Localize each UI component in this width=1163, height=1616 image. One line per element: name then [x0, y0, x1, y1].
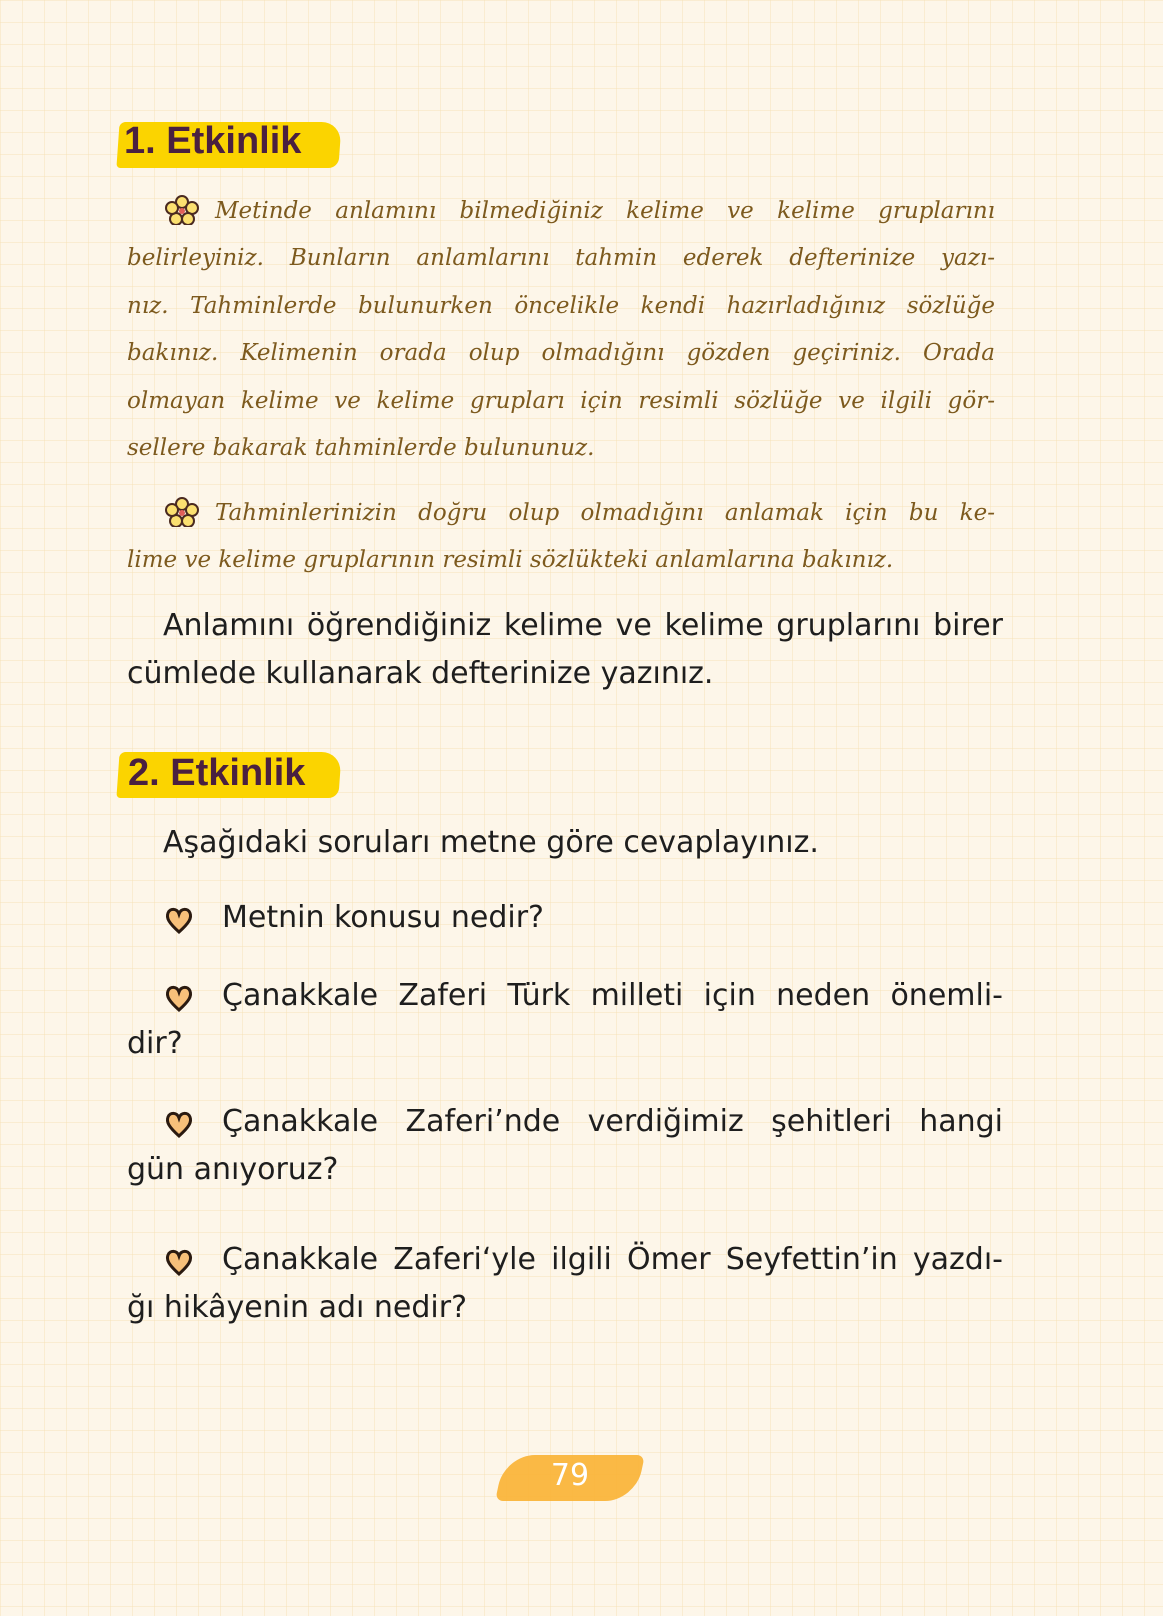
heart-icon	[163, 905, 195, 935]
question-3-cont: gün anıyoruz?	[127, 1152, 339, 1187]
question-1: Metnin konusu nedir?	[222, 900, 544, 935]
task-line: Anlamını öğrendiğiniz kelime ve kelime gruplarını birer	[163, 608, 1003, 643]
flower-icon	[165, 195, 199, 225]
instruction-line: sellere bakarak tahminlerde bulununuz.	[127, 435, 595, 461]
question-2: Çanakkale Zaferi Türk milleti için neden önemli-	[222, 978, 1003, 1013]
instruction-line: lime ve kelime gruplarının resimli sözlükteki anlamlarına bakınız.	[127, 547, 894, 573]
activity-2-intro: Aşağıdaki soruları metne göre cevaplayınız.	[163, 825, 819, 860]
instruction-line: Tahminlerinizin doğru olup olmadığını anlamak için bu ke-	[215, 500, 995, 526]
instruction-line: bakınız. Kelimenin orada olup olmadığını gözden geçiriniz. Orada	[127, 340, 995, 366]
task-line: cümlede kullanarak defterinize yazınız.	[127, 656, 714, 691]
instruction-line: olmayan kelime ve kelime grupları için resimli sözlüğe ve ilgili gör-	[127, 388, 995, 414]
instruction-line: Metinde anlamını bilmediğiniz kelime ve kelime gruplarını	[215, 198, 995, 224]
flower-icon	[165, 497, 199, 527]
heart-icon	[163, 1109, 195, 1139]
activity-1-title: 1. Etkinlik	[124, 120, 302, 162]
question-3: Çanakkale Zaferi’nde verdiğimiz şehitleri hangi	[222, 1104, 1003, 1139]
heart-icon	[163, 983, 195, 1013]
page-number: 79	[550, 1458, 590, 1493]
heart-icon	[163, 1247, 195, 1277]
activity-2-title: 2. Etkinlik	[128, 752, 306, 794]
instruction-line: belirleyiniz. Bunların anlamlarını tahmin ederek defterinize yazı-	[127, 245, 995, 271]
question-4-cont: ğı hikâyenin adı nedir?	[127, 1290, 468, 1325]
instruction-line: nız. Tahminlerde bulunurken öncelikle kendi hazırladığınız sözlüğe	[127, 293, 995, 319]
question-2-cont: dir?	[127, 1026, 183, 1061]
question-4: Çanakkale Zaferi‘yle ilgili Ömer Seyfettin’in yazdı-	[222, 1242, 1003, 1277]
